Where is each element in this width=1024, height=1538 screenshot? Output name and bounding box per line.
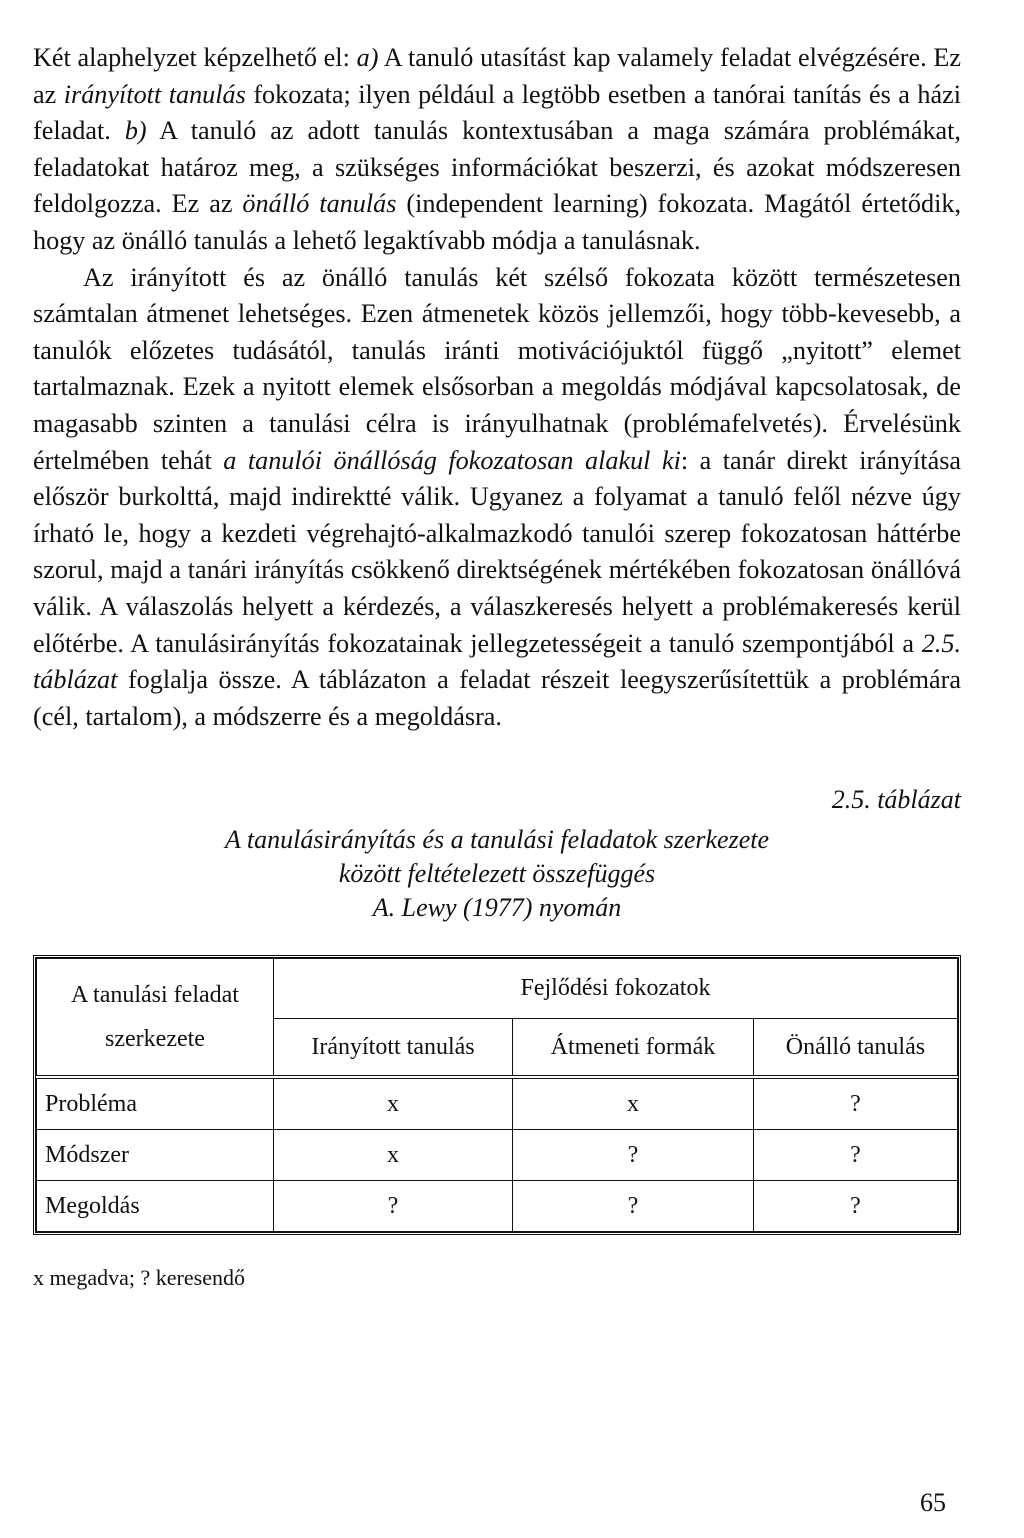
text-run: (independent learning) fokozata. Magától értetődik, hogy az önálló tanulás a lehető legaktívabb módja a tanulásnak. xyxy=(33,189,961,255)
column-header: Önálló tanulás xyxy=(753,1018,957,1077)
caption-line: között feltételezett összefüggés xyxy=(338,859,656,889)
paragraph-1 xyxy=(33,40,961,260)
text-run: A tanuló utasítást kap valamely feladat elvégzésére. Ez az xyxy=(33,43,961,109)
row-label: Megoldás xyxy=(37,1181,274,1232)
table-row xyxy=(37,1181,958,1232)
row-label: Probléma xyxy=(37,1077,274,1130)
data-table xyxy=(36,958,958,1232)
text-run: : a tanár direkt irányítása először burkolttá, majd indirektté válik. Ugyanez a folyamat a tanuló felől nézve úgy írható le, hogy a kezdeti végrehajtó-alkalmazkodó tanulói szerep fokozatosan háttérbe szorul, majd a tanári irányítás csökkenő direktségének mértékében fokozatosan önállóvá válik. A válaszolás helyett a kérdezés, a válaszkeresés helyett a problémakeresés kerül előtérbe. A tanulásirányítás fokozatainak jellegzetességeit a tanuló szempontjából a xyxy=(33,445,962,658)
text-run: fokozata; ilyen például a legtöbb esetben a tanórai tanítás és a házi feladat. xyxy=(33,79,962,146)
text-run: foglalja össze. A táblázaton a feladat részeit leegyszerűsítettük a problémára (cél, tartalom), a módszerre és a megoldásra. xyxy=(33,665,961,731)
header-left-line: szerkezete xyxy=(105,1026,205,1053)
table-cell: ? xyxy=(753,1077,957,1130)
caption-line: A tanulásirányítás és a tanulási feladatok szerkezete xyxy=(224,825,770,855)
italic-run: irányított tanulás xyxy=(63,79,246,109)
table-row xyxy=(37,1077,958,1130)
column-header: Irányított tanulás xyxy=(274,1018,513,1077)
table-frame xyxy=(33,955,961,1235)
text-run: Két alaphelyzet képzelhető el: xyxy=(33,43,357,72)
text-run: A tanuló az adott tanulás kontextusában a maga számára problémákat, feladatokat határoz meg, a szükséges információkat beszerzi, és azokat módszeresen feldolgozza. Ez az xyxy=(33,116,961,219)
table-cell: ? xyxy=(512,1130,753,1181)
italic-run: b) xyxy=(124,116,147,146)
table-cell: ? xyxy=(512,1181,753,1232)
table-caption xyxy=(33,823,961,925)
table-number: 2.5. táblázat xyxy=(831,785,961,815)
table-cell: ? xyxy=(753,1181,957,1232)
row-label: Módszer xyxy=(37,1130,274,1181)
table-cell: x xyxy=(274,1077,513,1130)
table-legend: x megadva; ? keresendő xyxy=(33,1265,245,1291)
table-row xyxy=(37,1130,958,1181)
italic-run: a) xyxy=(356,43,379,72)
text-run: Az irányított és az önálló tanulás két szélső fokozata között természetesen számtalan átmenet lehetséges. Ezen átmenetek közös jellemzői, hogy több-kevesebb, a tanulók előzetes tudásától, tanulás iránti motivációjuktól függő „nyitott” elemet tartalmaznak. Ezek a nyitott elemek elsősorban a megoldás módjával kapcsolatosak, de magasabb szinten a tanulási célra is irányulhatnak (problémafelvetés). Érvelésünk értelmében tehát xyxy=(33,262,961,475)
table-cell: ? xyxy=(274,1181,513,1232)
header-task-structure xyxy=(37,959,274,1078)
page-content xyxy=(33,40,961,1291)
italic-run: 2.5. táblázat xyxy=(33,628,961,695)
table-cell: x xyxy=(512,1077,753,1130)
table-cell: ? xyxy=(753,1130,957,1181)
column-header: Átmeneti formák xyxy=(512,1018,753,1077)
page-number: 65 xyxy=(920,1488,946,1517)
caption-line: A. Lewy (1977) nyomán xyxy=(372,893,622,923)
italic-run: a tanulói önállóság fokozatosan alakul ki xyxy=(223,445,681,475)
header-left-line: A tanulási feladat xyxy=(71,982,239,1009)
header-development-stages: Fejlődési fokozatok xyxy=(274,959,958,1019)
paragraph-2 xyxy=(33,260,961,736)
table-cell: x xyxy=(274,1130,513,1181)
italic-run: önálló tanulás xyxy=(242,189,397,219)
